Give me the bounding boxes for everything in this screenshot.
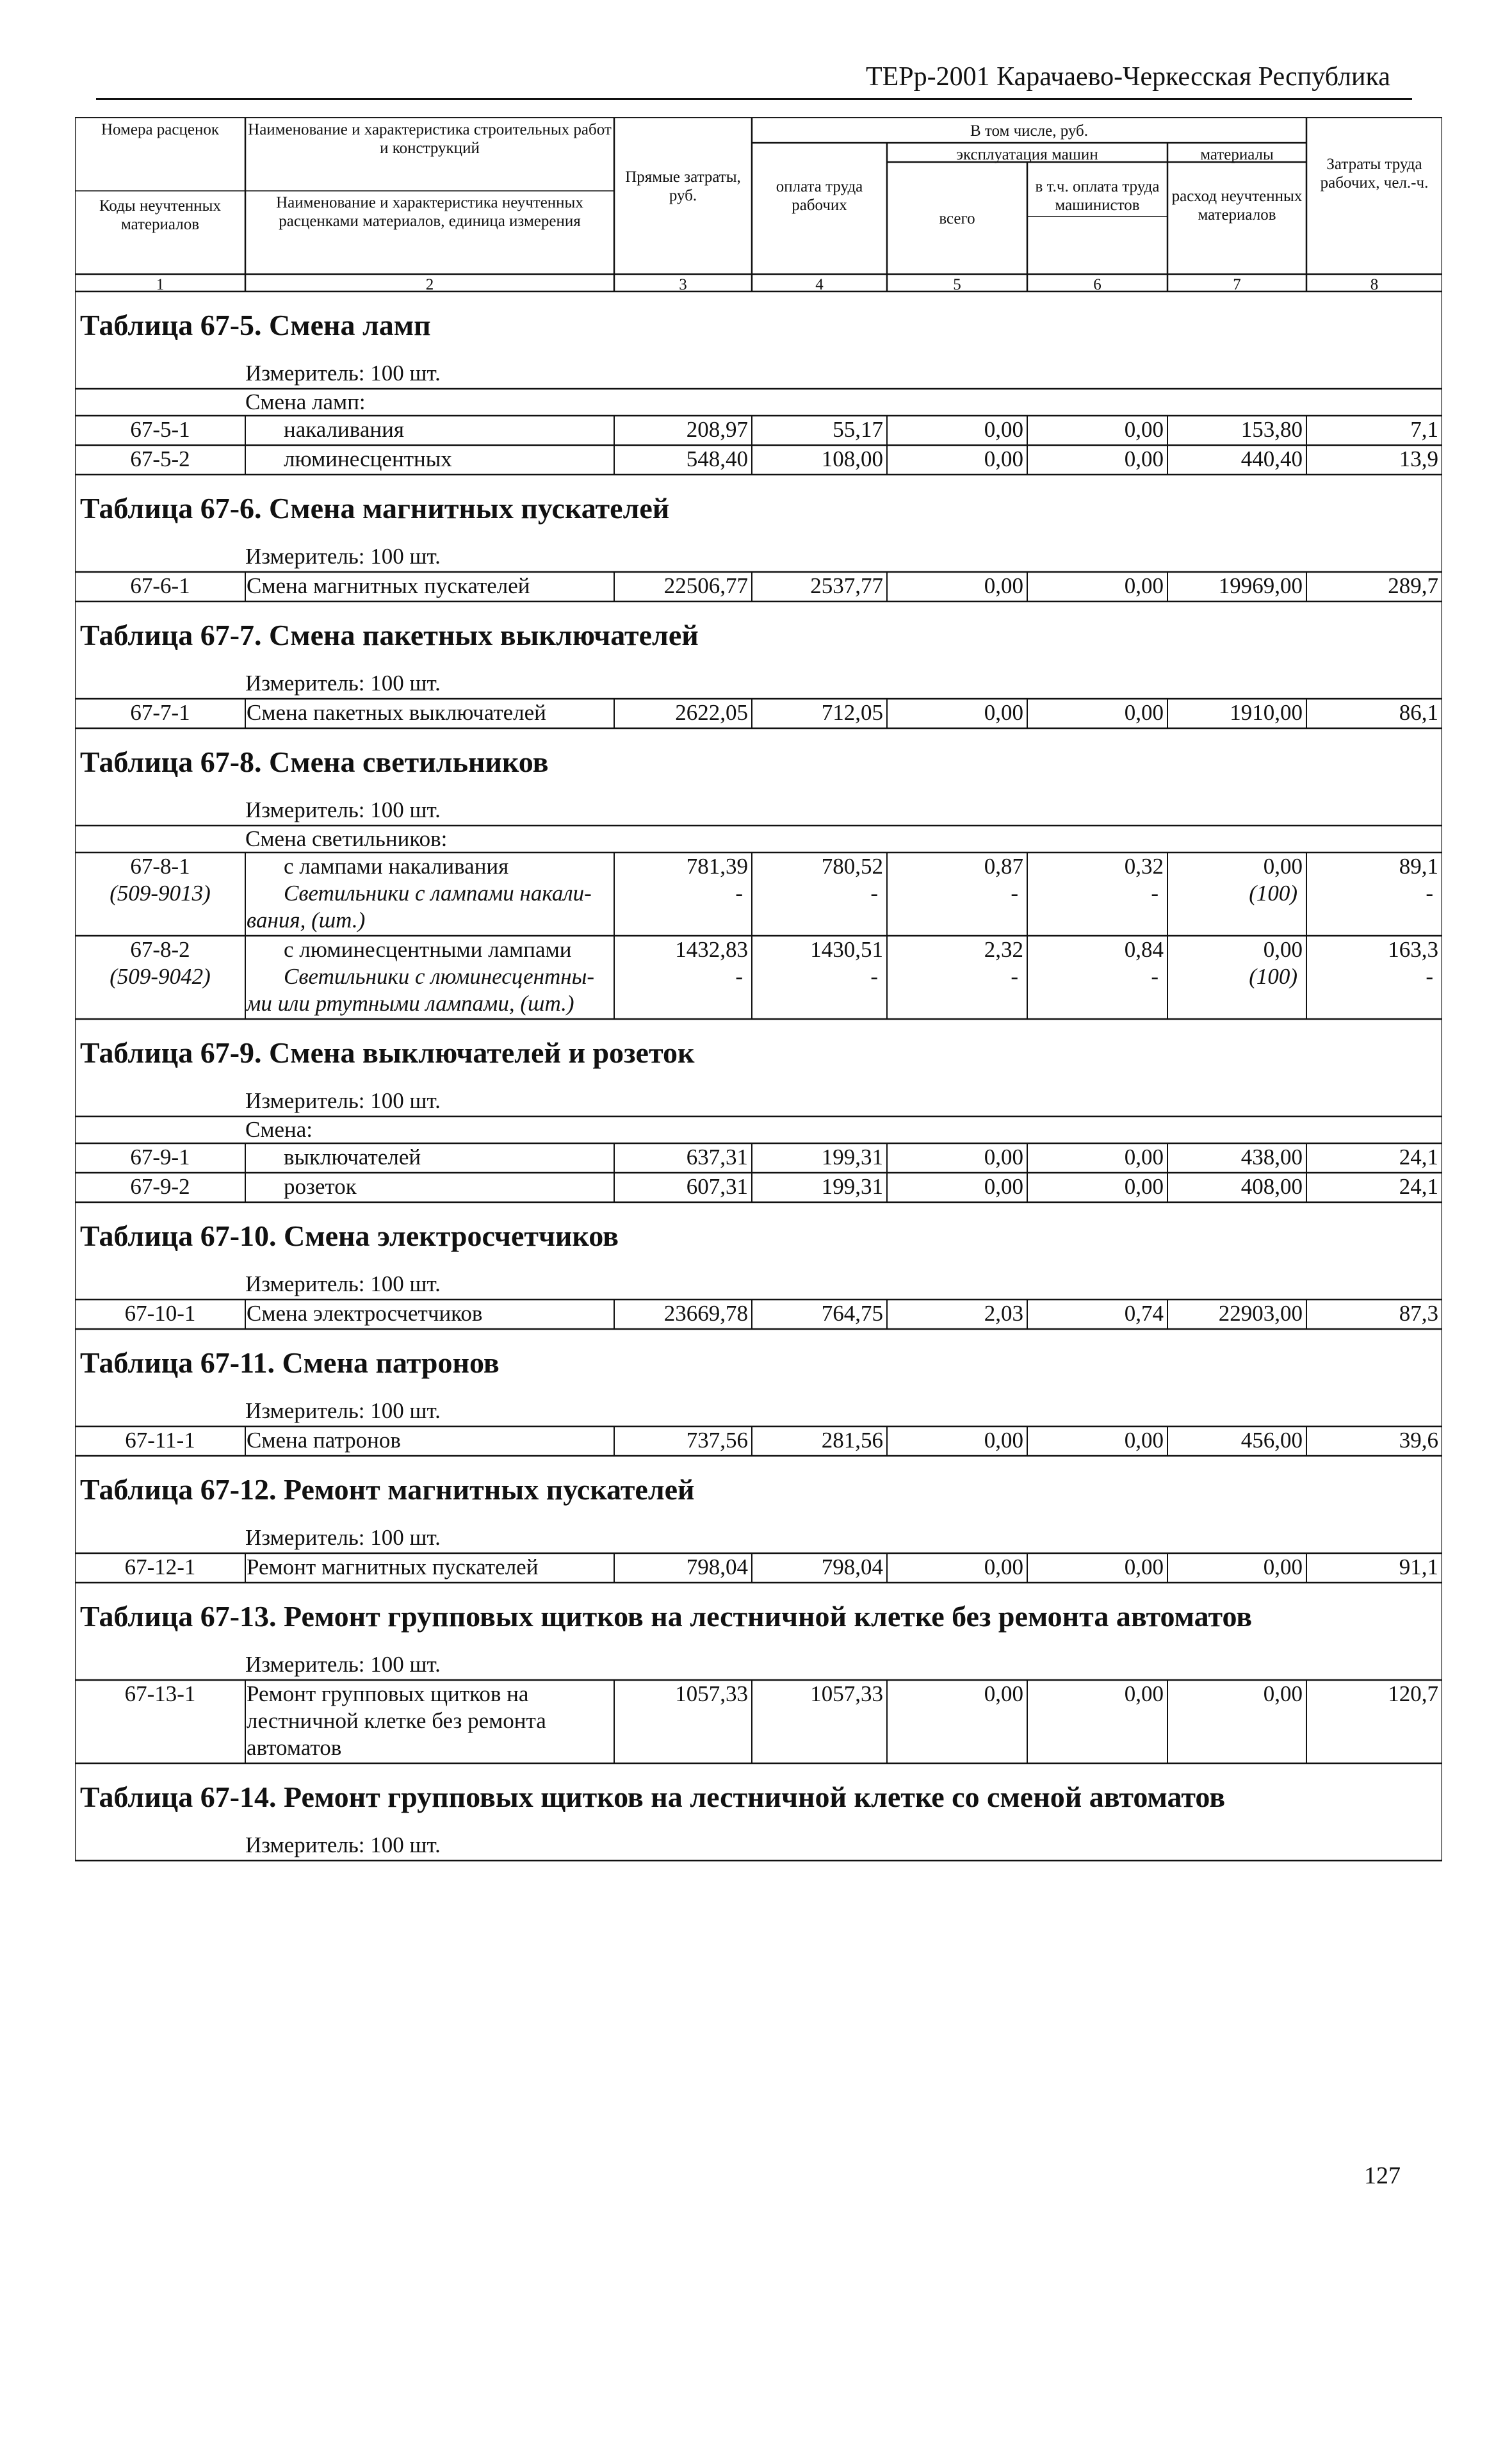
row-value: 1910,00 [1230,700,1303,725]
row-value: 737,56 [686,1428,748,1453]
material-value: (100) [1249,881,1297,906]
material-code: (509-9042) [110,964,211,989]
row-value: 0,00 [984,446,1023,471]
col-2-bottom-header: Наименование и характеристика неучтенных расценками материалов, единица измерения [276,194,583,230]
material-value: - [870,881,878,906]
rates-table [75,117,1442,2439]
row-value: 0,00 [1124,1554,1164,1579]
row-code: 67-7-1 [130,700,190,725]
group-header: В том числе, руб. [970,122,1089,140]
row-value: 798,04 [686,1554,748,1579]
row-code: 67-5-1 [130,417,190,442]
section-title: Таблица 67-13. Ремонт групповых щитков на лестничной клетке без ремонта автоматов [80,1600,1253,1633]
row-value: 22903,00 [1218,1301,1303,1326]
row-value: 438,00 [1240,1145,1303,1170]
row-value: 456,00 [1240,1428,1303,1453]
row-value: 408,00 [1240,1174,1303,1199]
row-name: с лампами накаливания [284,854,509,879]
row-value: 2537,77 [810,573,883,598]
material-value: - [1011,881,1018,906]
row-value: 0,00 [984,1428,1023,1453]
materials-header: материалы [1200,146,1274,163]
section-title: Таблица 67-6. Смена магнитных пускателей [80,492,670,525]
row-value: 24,1 [1399,1145,1438,1170]
col-number-2: 2 [425,276,434,293]
row-value: 1057,33 [675,1681,748,1706]
row-value: 0,00 [1124,1174,1164,1199]
row-value: 163,3 [1388,937,1438,962]
row-value: 91,1 [1399,1554,1438,1579]
col-number-6: 6 [1093,276,1101,293]
row-value: 2,32 [984,937,1023,962]
row-value: 153,80 [1240,417,1303,442]
row-code: 67-11-1 [125,1428,195,1453]
row-value: 120,7 [1388,1681,1438,1706]
row-value: 0,00 [1263,1554,1303,1579]
row-value: 0,00 [984,1145,1023,1170]
row-value: 23669,78 [663,1301,748,1326]
material-value: - [735,881,743,906]
section-title: Таблица 67-9. Смена выключателей и розеток [80,1036,695,1069]
material-name: ми или ртутными лампами, (шт.) [247,991,574,1016]
group-heading: Смена: [245,1117,313,1142]
row-value: 607,31 [686,1174,748,1199]
material-name: вания, (шт.) [247,908,366,933]
row-value: 19969,00 [1218,573,1303,598]
row-value: 1430,51 [810,937,883,962]
row-value: 199,31 [821,1174,883,1199]
row-code: 67-5-2 [130,446,190,471]
header-rule [96,98,1412,100]
row-value: 0,00 [1263,854,1303,879]
col-4-header: оплата труда рабочих [776,178,863,214]
row-value: 24,1 [1399,1174,1438,1199]
row-value: 0,00 [1263,1681,1303,1706]
section-unit: Измеритель: 100 шт. [245,671,441,696]
row-value: 1432,83 [675,937,748,962]
section-title: Таблица 67-8. Смена светильников [80,746,549,778]
row-value: 289,7 [1388,573,1438,598]
row-value: 0,00 [1124,446,1164,471]
row-value: 0,87 [984,854,1023,879]
row-value: 7,1 [1410,417,1438,442]
row-value: 0,00 [1124,1428,1164,1453]
material-value: - [1426,881,1433,906]
section-title: Таблица 67-5. Смена ламп [80,309,431,341]
row-value: 0,00 [984,700,1023,725]
material-code: (509-9013) [110,881,211,906]
row-value: 281,56 [821,1428,883,1453]
section-unit: Измеритель: 100 шт. [245,1525,441,1550]
row-code: 67-9-2 [130,1174,190,1199]
row-value: 2,03 [984,1301,1023,1326]
row-value: 637,31 [686,1145,748,1170]
row-value: 2622,05 [675,700,748,725]
material-value: - [735,964,743,989]
section-title: Таблица 67-14. Ремонт групповых щитков на лестничной клетке со сменой автоматов [80,1781,1226,1813]
material-value: - [1151,964,1158,989]
row-value: 0,74 [1124,1301,1164,1326]
row-value: 55,17 [833,417,883,442]
row-name: автоматов [247,1735,342,1760]
section-title: Таблица 67-10. Смена электросчетчиков [80,1220,619,1252]
row-value: 89,1 [1399,854,1438,879]
col-7-header: расход неучтенных материалов [1171,188,1303,224]
group-heading: Смена ламп: [245,389,366,414]
row-value: 1057,33 [810,1681,883,1706]
col-number-1: 1 [156,276,165,293]
row-value: 798,04 [821,1554,883,1579]
row-name: люминесцентных [284,446,452,471]
row-value: 208,97 [686,417,748,442]
row-value: 39,6 [1399,1428,1438,1453]
section-unit: Измеритель: 100 шт. [245,1088,441,1113]
row-code: 67-8-1 [130,854,190,879]
col-1-bottom-header: Коды неучтенных материалов [99,197,221,233]
col-2-top-header: Наименование и характеристика строительных работ и конструкций [248,121,612,157]
col-6-header: в т.ч. оплата труда машинистов [1035,178,1160,214]
row-name: Смена электросчетчиков [247,1301,483,1326]
col-3-header: Прямые затраты, руб. [625,168,741,204]
row-value: 22506,77 [663,573,748,598]
row-name: Смена пакетных выключателей [247,700,546,725]
material-name: Светильники с люминесцентны- [284,964,595,989]
row-value: 0,00 [1124,1145,1164,1170]
row-code: 67-10-1 [124,1301,196,1326]
row-value: 199,31 [821,1145,883,1170]
row-name: Ремонт магнитных пускателей [247,1554,539,1579]
col-number-7: 7 [1233,276,1241,293]
section-title: Таблица 67-12. Ремонт магнитных пускателей [80,1473,695,1506]
row-name: с люминесцентными лампами [284,937,572,962]
row-value: 0,00 [984,573,1023,598]
row-value: 0,00 [1124,700,1164,725]
row-value: 0,84 [1124,937,1164,962]
col-5-header: всего [939,210,975,227]
section-unit: Измеритель: 100 шт. [245,1398,441,1423]
col-8-header: Затраты труда рабочих, чел.-ч. [1320,156,1429,192]
row-value: 0,32 [1124,854,1164,879]
row-code: 67-9-1 [130,1145,190,1170]
col-number-4: 4 [815,276,824,293]
col-number-3: 3 [679,276,687,293]
section-title: Таблица 67-11. Смена патронов [80,1346,500,1379]
row-code: 67-12-1 [124,1554,196,1579]
section-unit: Измеритель: 100 шт. [245,1271,441,1296]
row-value: 0,00 [1124,573,1164,598]
row-value: 0,00 [984,1681,1023,1706]
page-header: ТЕРр-2001 Карачаево-Черкесская Республика [866,62,1390,92]
section-unit: Измеритель: 100 шт. [245,797,441,822]
row-value: 764,75 [821,1301,883,1326]
row-value: 86,1 [1399,700,1438,725]
row-code: 67-6-1 [130,573,190,598]
section-unit: Измеритель: 100 шт. [245,544,441,569]
material-value: - [1151,881,1158,906]
section-unit: Измеритель: 100 шт. [245,1832,441,1857]
material-name: Светильники с лампами накали- [284,881,592,906]
row-name: лестничной клетке без ремонта [247,1708,546,1733]
group-heading: Смена светильников: [245,826,448,851]
row-value: 0,00 [984,1554,1023,1579]
row-value: 0,00 [984,417,1023,442]
row-value: 13,9 [1399,446,1438,471]
row-code: 67-8-2 [130,937,190,962]
row-name: Смена магнитных пускателей [247,573,530,598]
row-code: 67-13-1 [124,1681,196,1706]
row-value: 87,3 [1399,1301,1438,1326]
row-value: 108,00 [821,446,883,471]
section-unit: Измеритель: 100 шт. [245,1652,441,1677]
row-name: Смена патронов [247,1428,401,1453]
section-title: Таблица 67-7. Смена пакетных выключателей [80,619,699,651]
col-number-5: 5 [953,276,961,293]
row-value: 440,40 [1240,446,1303,471]
row-value: 0,00 [1263,937,1303,962]
row-value: 780,52 [821,854,883,879]
material-value: (100) [1249,964,1297,989]
row-name: розеток [284,1174,357,1199]
col-number-8: 8 [1370,276,1379,293]
material-value: - [1426,964,1433,989]
section-unit: Измеритель: 100 шт. [245,361,441,386]
row-name: накаливания [284,417,404,442]
material-value: - [870,964,878,989]
row-value: 548,40 [686,446,748,471]
page-number: 127 [1364,2162,1401,2189]
machines-header: эксплуатация машин [956,146,1098,163]
row-name: Ремонт групповых щитков на [247,1681,529,1706]
row-value: 0,00 [984,1174,1023,1199]
col-1-top-header: Номера расценок [101,121,220,138]
row-value: 712,05 [821,700,883,725]
row-value: 781,39 [686,854,748,879]
row-value: 0,00 [1124,1681,1164,1706]
row-name: выключателей [284,1145,421,1170]
material-value: - [1011,964,1018,989]
row-value: 0,00 [1124,417,1164,442]
